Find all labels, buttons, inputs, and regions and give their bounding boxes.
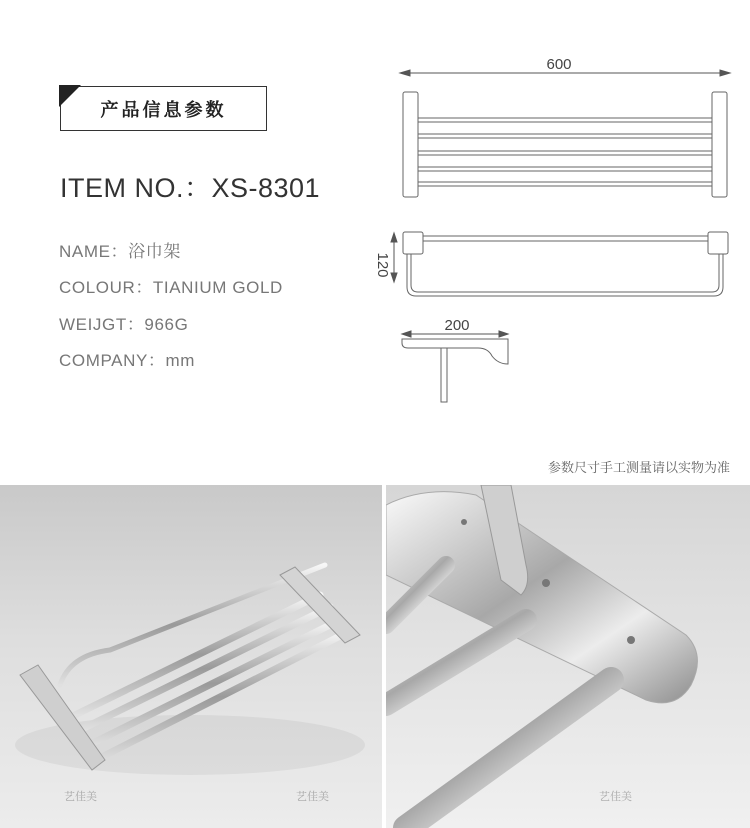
top-view (403, 92, 727, 197)
spec-company: COMPANY：mm (59, 351, 196, 370)
spec-name: NAME：浴巾架 (59, 242, 181, 261)
side-view (402, 339, 508, 402)
watermark-3: 艺佳美 (599, 790, 632, 803)
front-view (403, 232, 728, 296)
spec-weight: WEIJGT：966G (59, 315, 189, 334)
spec-colour: COLOUR：TIANIUM GOLD (59, 278, 283, 297)
item-number-label: ITEM NO.： (60, 173, 212, 203)
watermark-1: 艺佳美 (64, 790, 97, 803)
depth-dimension-label: 200 (444, 317, 470, 334)
section-header-title: 产品信息参数 (100, 99, 227, 121)
towel-rack-detail-illustration (386, 485, 750, 828)
product-photo-overview (0, 485, 382, 828)
height-dimension-label: 120 (374, 252, 391, 278)
width-dimension-label: 600 (546, 56, 572, 73)
item-number-value: XS-8301 (211, 173, 321, 203)
towel-rack-illustration (0, 485, 382, 828)
watermark-2: 艺佳美 (296, 790, 329, 803)
product-photo-detail (386, 485, 750, 828)
measurement-note: 参数尺寸手工测量请以实物为准 (547, 461, 730, 476)
